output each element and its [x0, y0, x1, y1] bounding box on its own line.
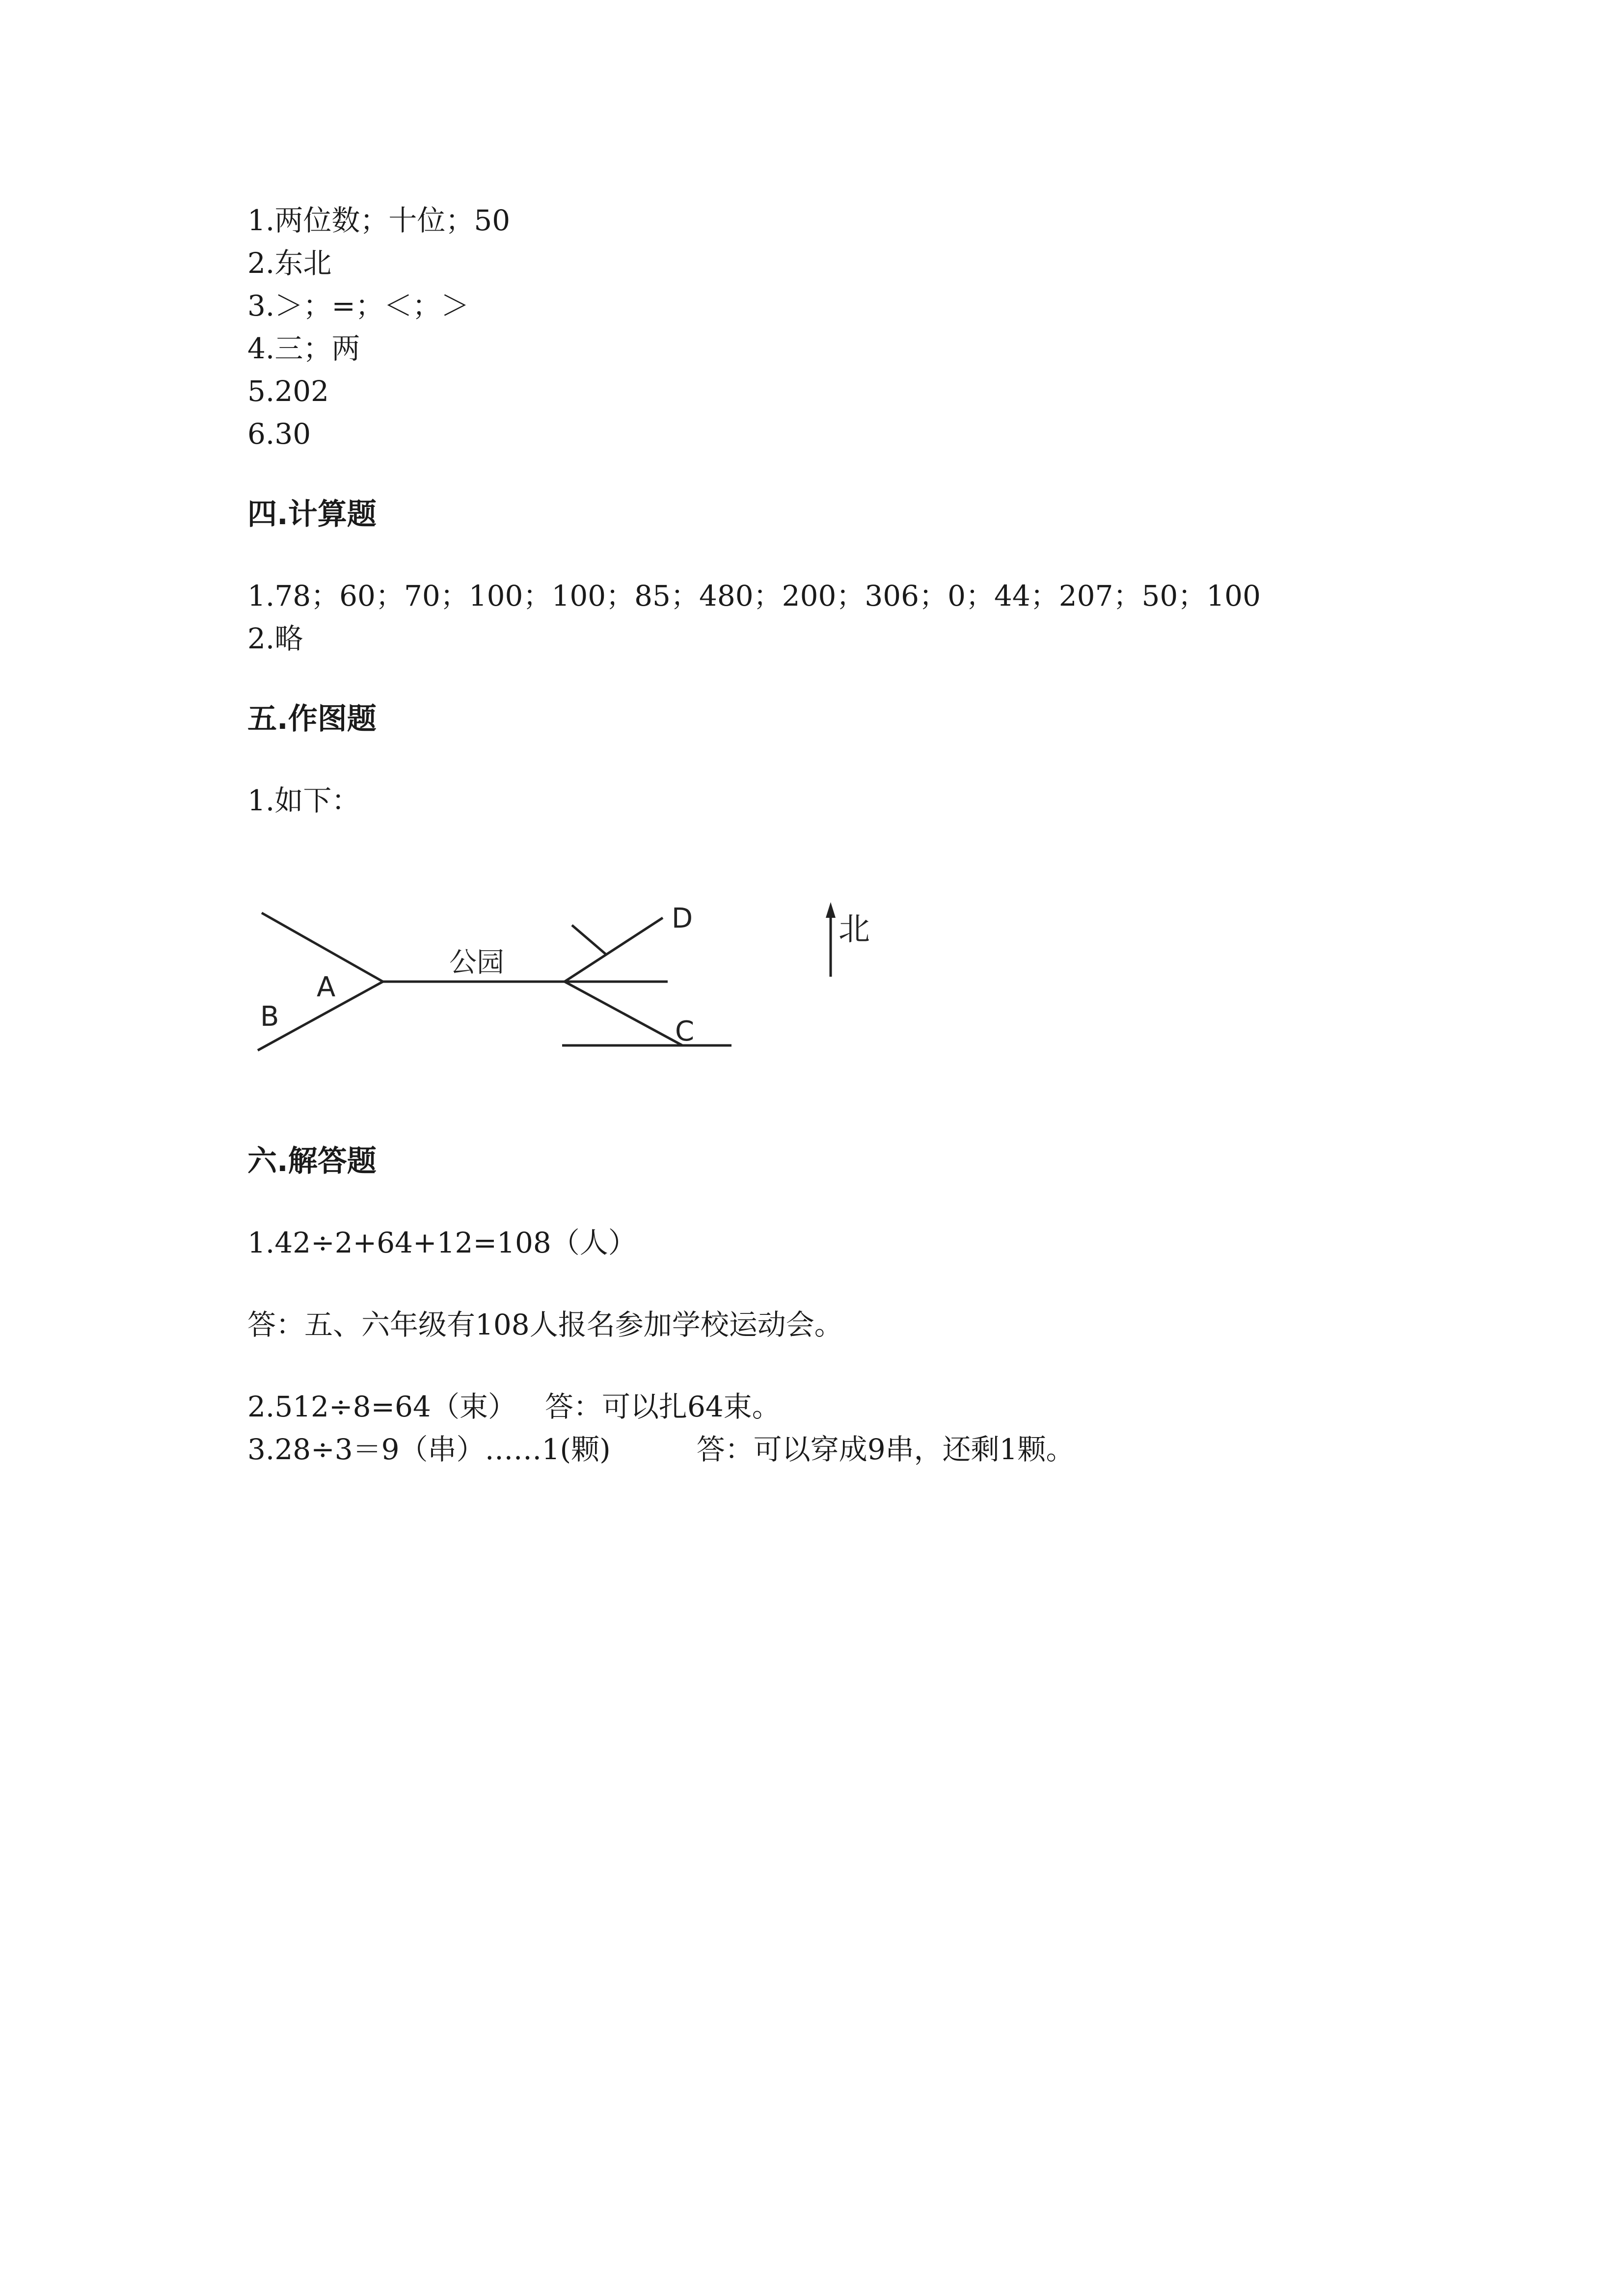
answer-6-1-answer: 答：五、六年级有108人报名参加学校运动会。 [247, 1308, 843, 1341]
answer-3-5: 5.202 [247, 374, 329, 408]
figure-line-d [565, 918, 663, 982]
label-d: D [672, 903, 693, 934]
answer-5-1: 1.如下： [247, 784, 360, 817]
answer-6-3-calc: 3.28÷3＝9（串）……1(颗) [247, 1433, 611, 1466]
answer-6-2-answer: 答：可以扎64束。 [544, 1390, 781, 1423]
section-heading-drawing: 五.作图题 [247, 702, 377, 736]
answer-6-3 [247, 1435, 1075, 1464]
answer-3-3: 3.＞；=；＜；＞ [247, 289, 469, 322]
answer-3-2: 2.东北 [247, 246, 332, 280]
answer-3-4: 4.三；两 [247, 332, 360, 365]
section-heading-calc: 四.计算题 [247, 497, 377, 532]
north-arrow-icon [826, 902, 836, 918]
direction-figure [245, 883, 893, 1060]
label-a: A [317, 971, 336, 1003]
answer-3-1: 1.两位数；十位；50 [247, 204, 511, 237]
answer-6-2 [247, 1392, 781, 1421]
answer-6-1-calc: 1.42÷2+64+12=108（人） [247, 1226, 637, 1259]
label-b: B [260, 1001, 279, 1033]
answer-4-1: 1.78；60；70；100；100；85；480；200；306；0；44；207；50；100 [247, 579, 1261, 613]
figure-line-short-branch [572, 925, 606, 955]
answer-6-3-answer: 答：可以穿成9串，还剩1颗。 [696, 1433, 1075, 1466]
answer-6-2-calc: 2.512÷8=64（束） [247, 1390, 516, 1423]
label-park: 公园 [449, 947, 504, 979]
label-north: 北 [839, 911, 870, 948]
answer-4-2: 2.略 [247, 622, 303, 655]
answer-3-6: 6.30 [247, 417, 311, 451]
label-c: C [675, 1015, 695, 1047]
figure-line-c [565, 982, 682, 1045]
section-heading-solve: 六.解答题 [247, 1144, 377, 1178]
